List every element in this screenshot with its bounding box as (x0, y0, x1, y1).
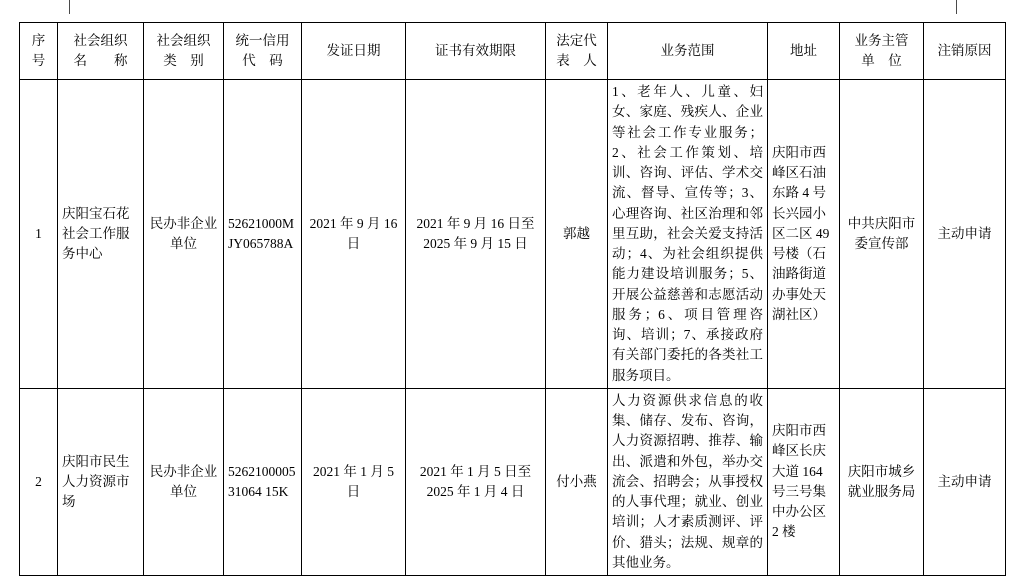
cell-legal-rep: 付小燕 (546, 388, 608, 575)
cell-credit-code: 52621000MJY065788A (224, 80, 302, 389)
cell-seq: 2 (20, 388, 58, 575)
cell-credit-code: 526210000531064 15K (224, 388, 302, 575)
cell-business-scope: 1、老年人、儿童、妇女、家庭、残疾人、企业等社会工作专业服务；2、社会工作策划、培训、咨询、评估、学术交流、督导、宣传等；3、心理咨询、社区治理和邻里互助，社会关爱支持活动；4、为社会组织提供能力建设培训服务；5、开展公益慈善和志愿活动服务；6、项目管理咨询、培训；7、承接政府有关部门委托的各类社工服务项目。 (608, 80, 768, 389)
cell-issue-date: 2021 年 9 月 16 日 (302, 80, 406, 389)
header-address: 地址 (768, 23, 840, 80)
cell-supervisor-unit: 庆阳市城乡就业服务局 (840, 388, 924, 575)
header-seq: 序 号 (20, 23, 58, 80)
cell-address: 庆阳市西峰区长庆大道 164 号三号集中办公区 2 楼 (768, 388, 840, 575)
cell-legal-rep: 郭越 (546, 80, 608, 389)
crop-mark-left (69, 0, 70, 14)
table-row (20, 80, 1006, 389)
cell-issue-date: 2021 年 1 月 5 日 (302, 388, 406, 575)
crop-mark-right (956, 0, 957, 14)
header-supervisor-unit: 业务主管 单 位 (840, 23, 924, 80)
cell-valid-period: 2021 年 1 月 5 日至 2025 年 1 月 4 日 (406, 388, 546, 575)
cell-business-scope: 人力资源供求信息的收集、储存、发布、咨询，人力资源招聘、推荐、输出、派遣和外包，举办交流会、招聘会；从事授权的人事代理；就业、创业培训；人才素质测评、评价、猎头；法规、规章的其他业务。 (608, 388, 768, 575)
cell-supervisor-unit: 中共庆阳市委宣传部 (840, 80, 924, 389)
cell-cancel-reason: 主动申请 (924, 388, 1006, 575)
header-valid-period: 证书有效期限 (406, 23, 546, 80)
header-org-type: 社会组织 类 别 (144, 23, 224, 80)
social-organization-cancellation-table (19, 22, 1006, 576)
cell-address: 庆阳市西峰区石油东路 4 号长兴园小区二区 49 号楼（石油路街道办事处天湖社区） (768, 80, 840, 389)
cell-org-type: 民办非企业单位 (144, 388, 224, 575)
header-org-name: 社会组织 名 称 (58, 23, 144, 80)
table-header (20, 23, 1006, 80)
cell-org-type: 民办非企业单位 (144, 80, 224, 389)
header-legal-rep: 法定代 表 人 (546, 23, 608, 80)
cell-valid-period: 2021 年 9 月 16 日至 2025 年 9 月 15 日 (406, 80, 546, 389)
cell-org-name: 庆阳宝石花社会工作服务中心 (58, 80, 144, 389)
cell-seq: 1 (20, 80, 58, 389)
cell-cancel-reason: 主动申请 (924, 80, 1006, 389)
header-cancel-reason: 注销原因 (924, 23, 1006, 80)
header-row (20, 23, 1006, 80)
cell-org-name: 庆阳市民生人力资源市场 (58, 388, 144, 575)
table-body (20, 80, 1006, 576)
header-issue-date: 发证日期 (302, 23, 406, 80)
header-credit-code: 统一信用 代 码 (224, 23, 302, 80)
table-row (20, 388, 1006, 575)
header-business-scope: 业务范围 (608, 23, 768, 80)
